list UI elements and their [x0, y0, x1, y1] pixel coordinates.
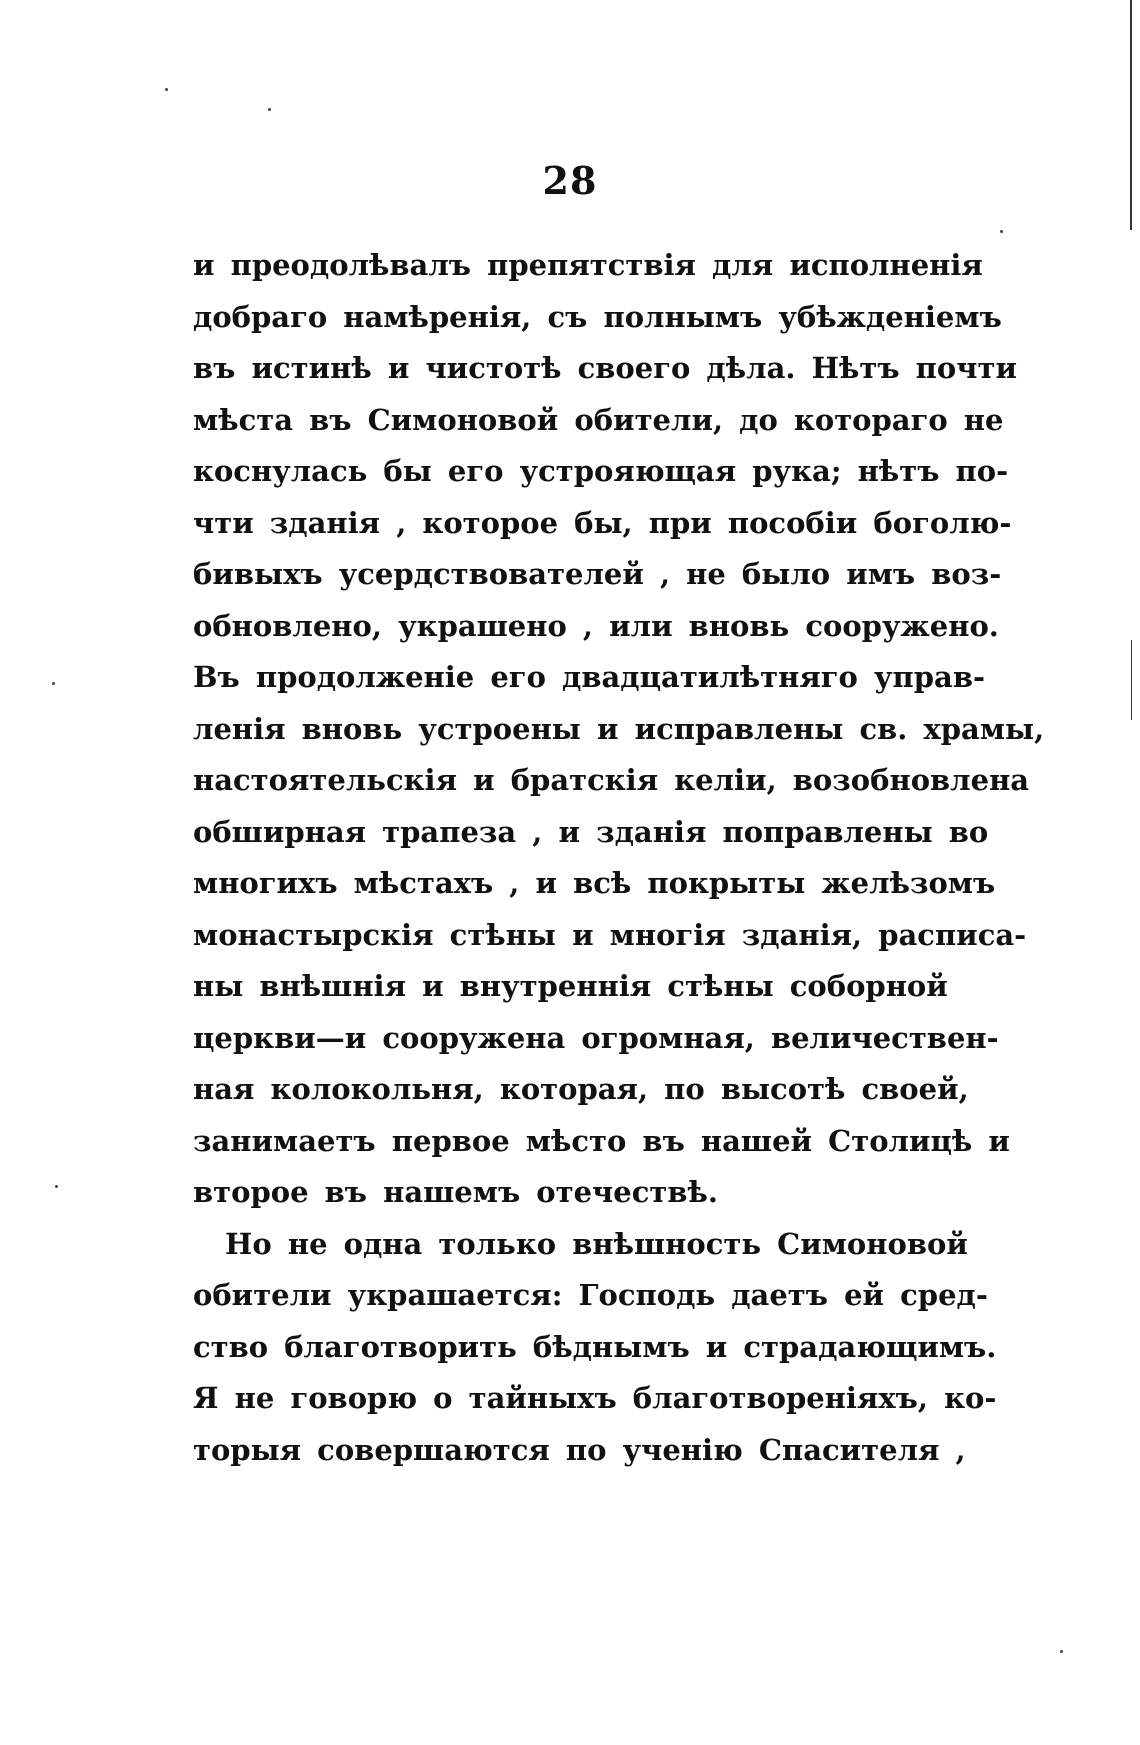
- text-line: торыя совершаются по ученію Спасителя ,: [193, 1432, 966, 1467]
- print-speck: [1000, 230, 1003, 233]
- text-line: ная колокольня, которая, по высотѣ своей,: [193, 1072, 969, 1106]
- text-line: настоятельскія и братскія келіи, возобновлена: [193, 763, 1030, 797]
- text-line: добраго намѣренія, съ полнымъ убѣжденіемъ: [193, 299, 1002, 334]
- text-line: многихъ мѣстахъ , и всѣ покрыты желѣзомъ: [193, 866, 996, 900]
- print-speck: [55, 1185, 58, 1188]
- text-line: Но не одна только внѣшность Симоновой: [225, 1226, 968, 1261]
- text-line: обновлено, украшено , или вновь сооружено.: [193, 608, 999, 643]
- text-line: бивыхъ усердствователей , не было имъ воз-: [193, 557, 1002, 591]
- text-line: мѣста въ Симоновой обители, до котораго не: [193, 402, 1004, 437]
- text-line: и преодолѣвалъ препятствія для исполненія: [193, 248, 983, 282]
- text-line: обители украшается: Господь даетъ ей сред-: [193, 1278, 988, 1312]
- text-line: коснулась бы его устрояющая рука; нѣтъ по-: [193, 454, 1009, 488]
- text-line: занимаетъ первое мѣсто въ нашей Столицѣ и: [193, 1123, 1010, 1158]
- text-line: въ истинѣ и чистотѣ своего дѣла. Нѣтъ почти: [193, 351, 1017, 385]
- page-number: 28: [542, 158, 598, 203]
- text-line: ство благотворить бѣднымъ и страдающимъ.: [193, 1329, 997, 1364]
- text-line: второе въ нашемъ отечествѣ.: [193, 1175, 718, 1209]
- text-line: монастырскія стѣны и многія зданія, расписа-: [193, 917, 1027, 952]
- text-line: ны внѣшнія и внутреннія стѣны соборной: [193, 969, 948, 1003]
- body-text: [193, 240, 1045, 1476]
- page-edge-line: [1131, 640, 1132, 720]
- text-line: обширная трапеза , и зданія поправлены во: [193, 814, 989, 849]
- print-speck: [165, 88, 168, 91]
- text-line: ленія вновь устроены и исправлены св. храмы,: [193, 711, 1045, 746]
- text-line: церкви—и сооружена огромная, величествен-: [193, 1020, 999, 1055]
- print-speck: [1060, 1650, 1063, 1653]
- text-line: Въ продолженіе его двадцатилѣтняго управ-: [193, 660, 986, 694]
- print-speck: [268, 108, 271, 111]
- text-line: Я не говорю о тайныхъ благотвореніяхъ, ко-: [193, 1381, 997, 1415]
- print-speck: [52, 682, 55, 685]
- text-line: чти зданія , которое бы, при пособіи боголю-: [193, 505, 1012, 540]
